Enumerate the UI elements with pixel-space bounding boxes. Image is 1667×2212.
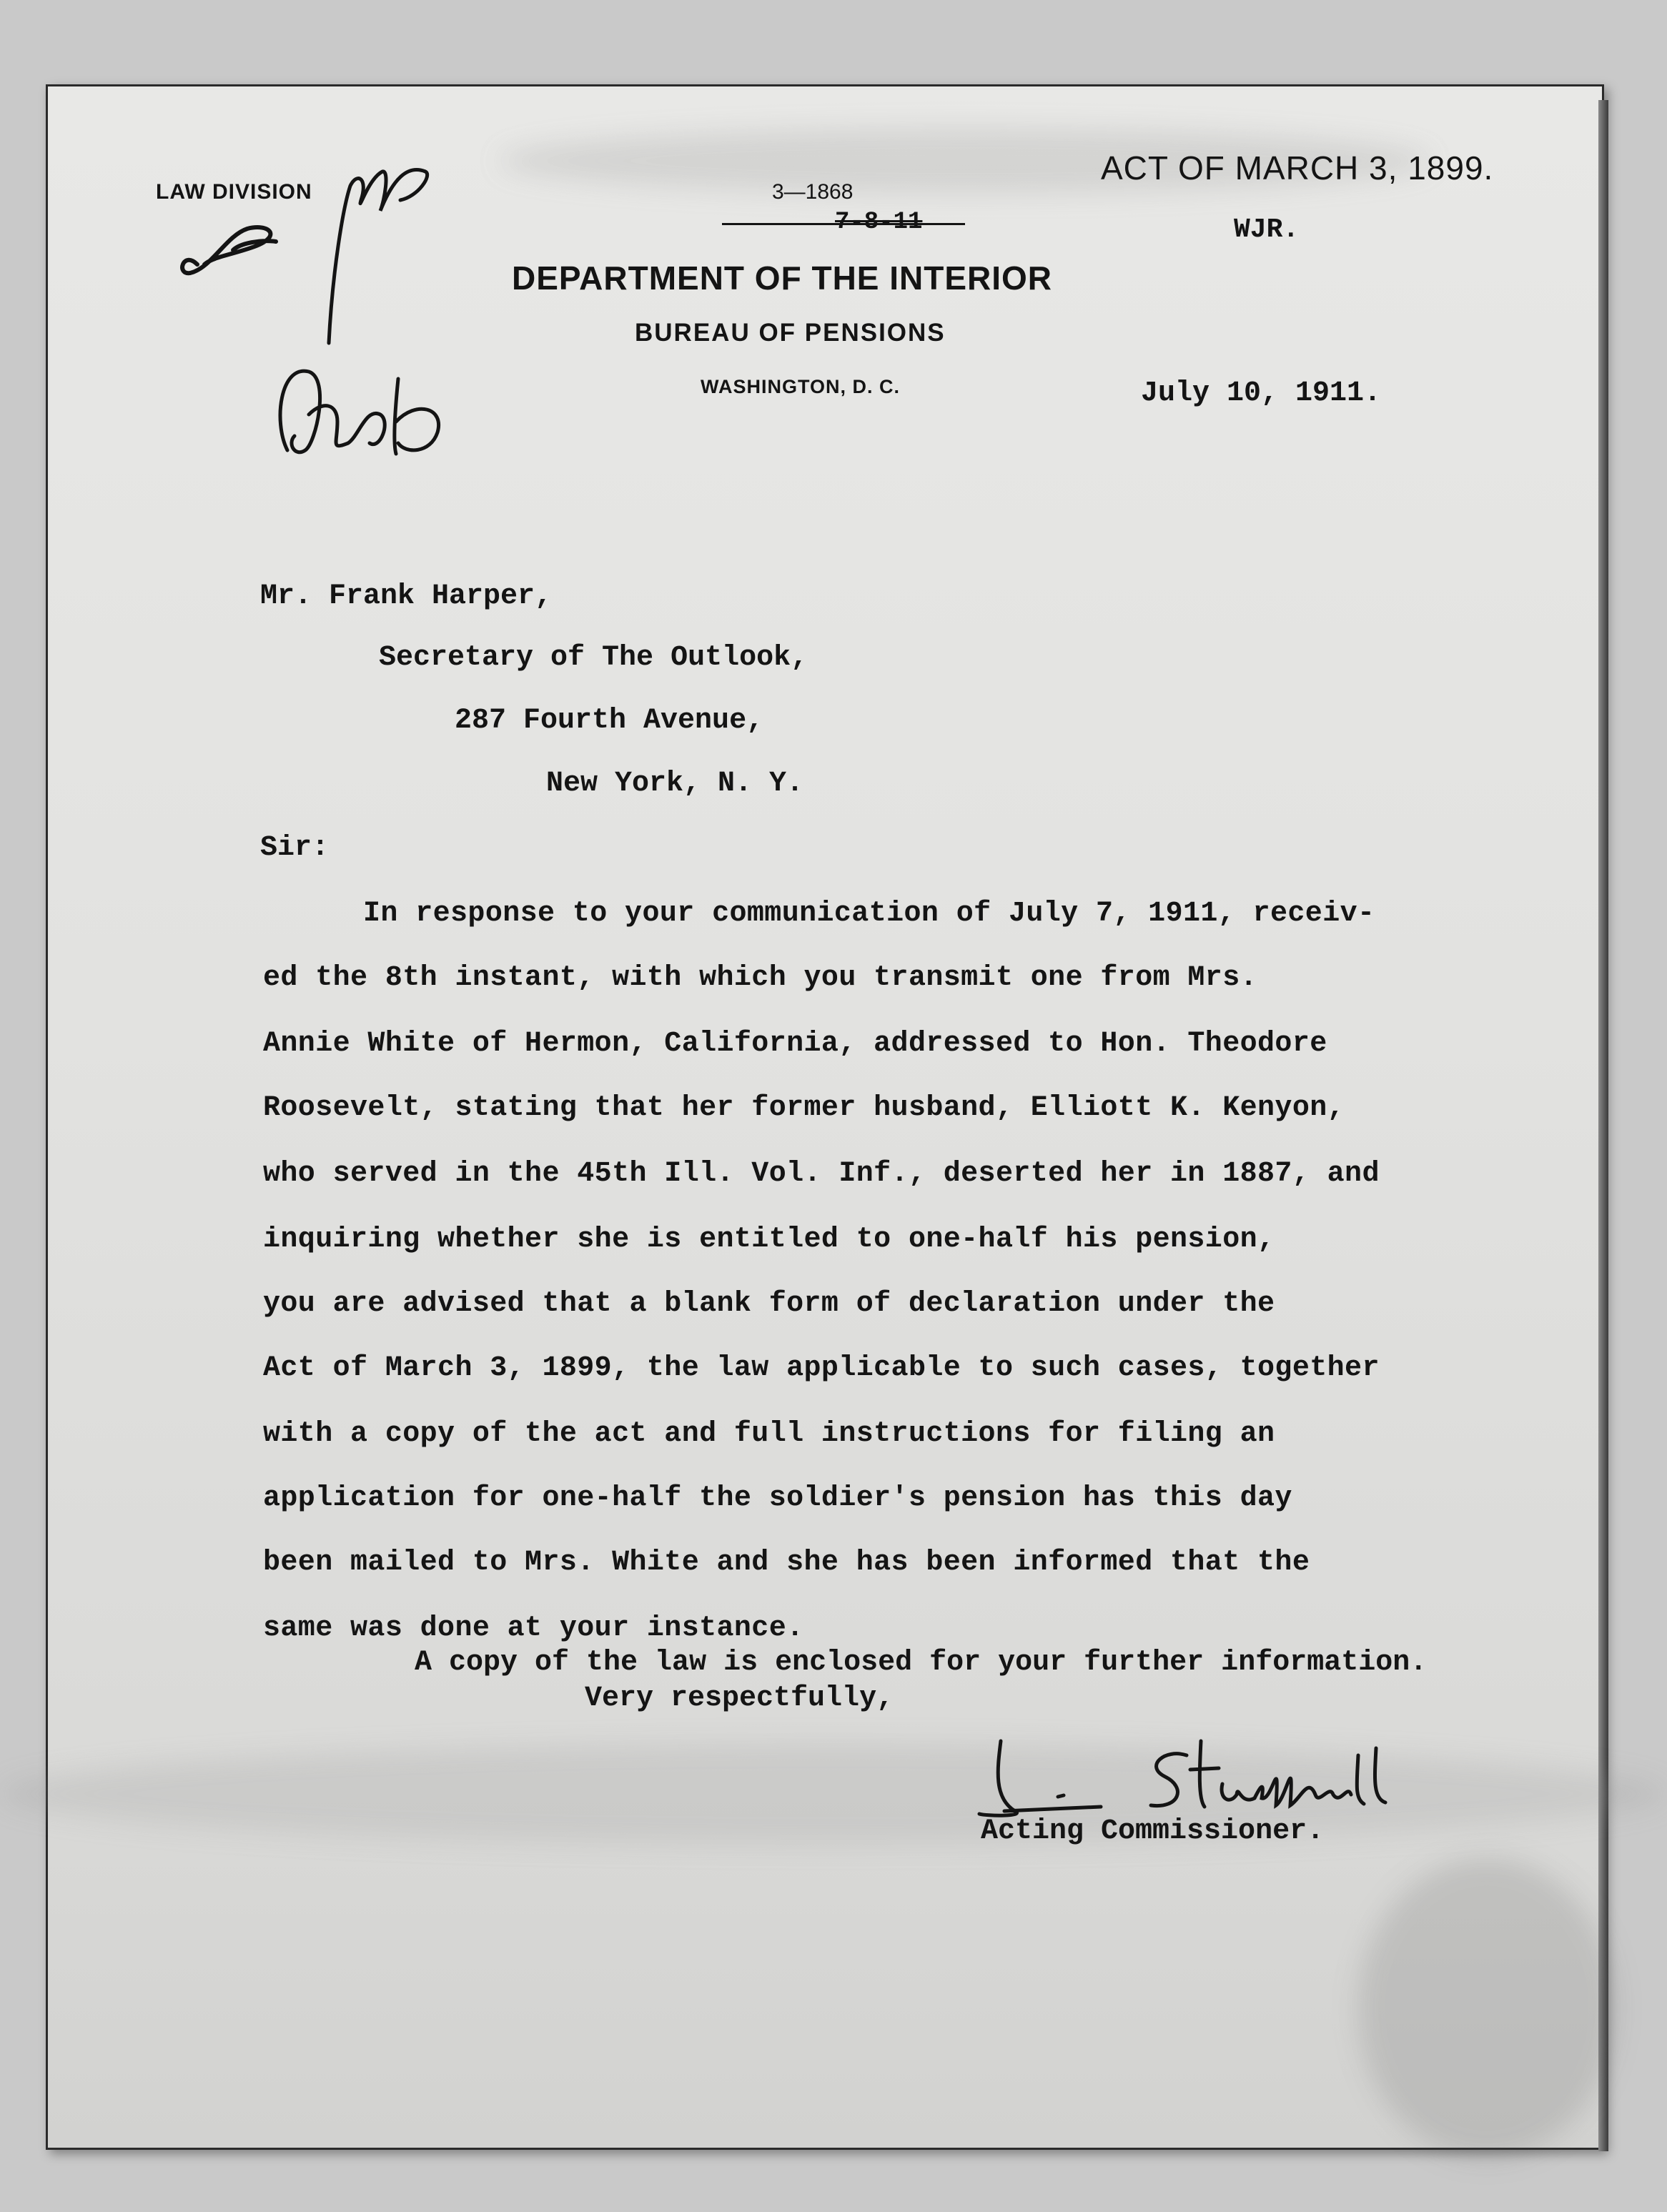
letter-date: July 10, 1911. bbox=[1141, 377, 1382, 410]
body-line: In response to your communication of July 7, 1911, receiv- bbox=[363, 898, 1375, 930]
sheet-shadow-edge bbox=[1598, 100, 1608, 2151]
body-line: ed the 8th instant, with which you transmit one from Mrs. bbox=[263, 962, 1258, 994]
act-header: ACT OF MARCH 3, 1899. bbox=[1101, 149, 1494, 187]
salutation: Sir: bbox=[260, 832, 330, 864]
handwritten-initials-icon bbox=[300, 129, 443, 350]
recipient-title: Secretary of The Outlook, bbox=[379, 642, 808, 674]
body-line: with a copy of the act and full instructions for filing an bbox=[263, 1418, 1275, 1450]
body-line: Annie White of Hermon, California, addressed to Hon. Theodore bbox=[263, 1028, 1327, 1060]
body-line: been mailed to Mrs. White and she has been informed that the bbox=[263, 1547, 1310, 1579]
recipient-name: Mr. Frank Harper, bbox=[260, 580, 553, 612]
paper-smudge bbox=[0, 1744, 1667, 1844]
department-title: DEPARTMENT OF THE INTERIOR bbox=[512, 259, 1053, 297]
law-division-label: LAW DIVISION bbox=[156, 180, 312, 204]
recipient-city: New York, N. Y. bbox=[546, 768, 804, 800]
body-line: you are advised that a blank form of declaration under the bbox=[263, 1288, 1275, 1320]
handwritten-arob-icon bbox=[266, 336, 459, 472]
body-line: inquiring whether she is entitled to one-half his pension, bbox=[263, 1224, 1275, 1256]
body-line: Act of March 3, 1899, the law applicable to such cases, together bbox=[263, 1352, 1380, 1384]
bureau-title: BUREAU OF PENSIONS bbox=[635, 319, 946, 347]
complimentary-close: Very respectfully, bbox=[585, 1682, 894, 1715]
typist-initials: WJR. bbox=[1234, 214, 1300, 245]
body-line: same was done at your instance. bbox=[263, 1612, 804, 1645]
handwritten-flourish-icon bbox=[169, 207, 297, 286]
body-line: Roosevelt, stating that her former husband, Elliott K. Kenyon, bbox=[263, 1092, 1345, 1124]
recipient-street: 287 Fourth Avenue, bbox=[455, 705, 764, 737]
signature-icon bbox=[972, 1727, 1415, 1827]
closing-line: A copy of the law is enclosed for your further information. bbox=[415, 1647, 1428, 1679]
file-number: 3—1868 bbox=[772, 180, 854, 204]
body-line: who served in the 45th Ill. Vol. Inf., deserted her in 1887, and bbox=[263, 1158, 1380, 1190]
struck-number: 7-8-11 bbox=[835, 209, 923, 236]
city-label: WASHINGTON, D. C. bbox=[701, 376, 901, 397]
signer-title: Acting Commissioner. bbox=[981, 1815, 1325, 1848]
paper-smudge bbox=[1358, 1858, 1616, 2158]
body-line: application for one-half the soldier's pension has this day bbox=[263, 1482, 1292, 1514]
